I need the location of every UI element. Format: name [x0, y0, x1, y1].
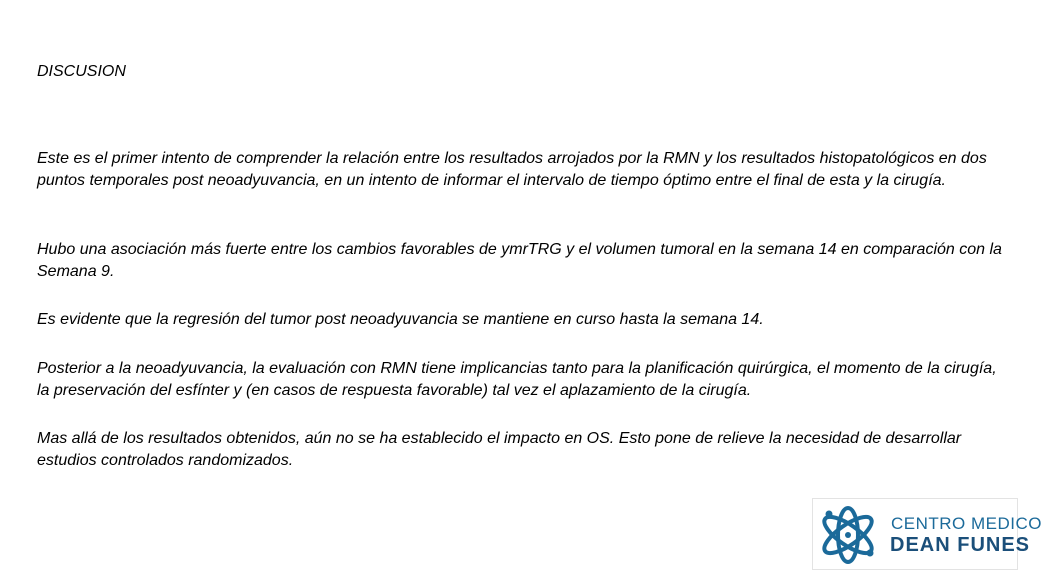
slide-heading: DISCUSION	[37, 63, 126, 80]
paragraph-conclusion: Mas allá de los resultados obtenidos, aún no se ha establecido el impacto en OS. Esto pone de relieve la necesidad de desarrollar estudios controlados randomizados.	[37, 430, 962, 469]
logo-title: CENTRO MEDICO	[891, 514, 1042, 533]
logo-subtitle: DEAN FUNES	[890, 534, 1031, 556]
atom-icon	[815, 503, 881, 567]
paragraph-association: Hubo una asociación más fuerte entre los cambios favorables de ymrTRG y el volumen tumoral en la semana 14 en comparación con la Semana 9.	[37, 241, 1002, 280]
paragraph-implications: Posterior a la neoadyuvancia, la evaluación con RMN tiene implicancias tanto para la planificación quirúrgica, el momento de la cirugía, la preservación del esfínter y (en casos de respuesta favorable) tal vez el aplazamiento de la cirugía.	[37, 360, 997, 399]
paragraph-intro: Este es el primer intento de comprender la relación entre los resultados arrojados por la RMN y los resultados histopatológicos en dos puntos temporales post neoadyuvancia, en un intento de informar el intervalo de tiempo óptimo entre el final de esta y la cirugía.	[37, 150, 987, 189]
centro-medico-logo	[812, 498, 1042, 570]
paragraph-regression: Es evidente que la regresión del tumor post neoadyuvancia se mantiene en curso hasta la semana 14.	[37, 311, 764, 328]
